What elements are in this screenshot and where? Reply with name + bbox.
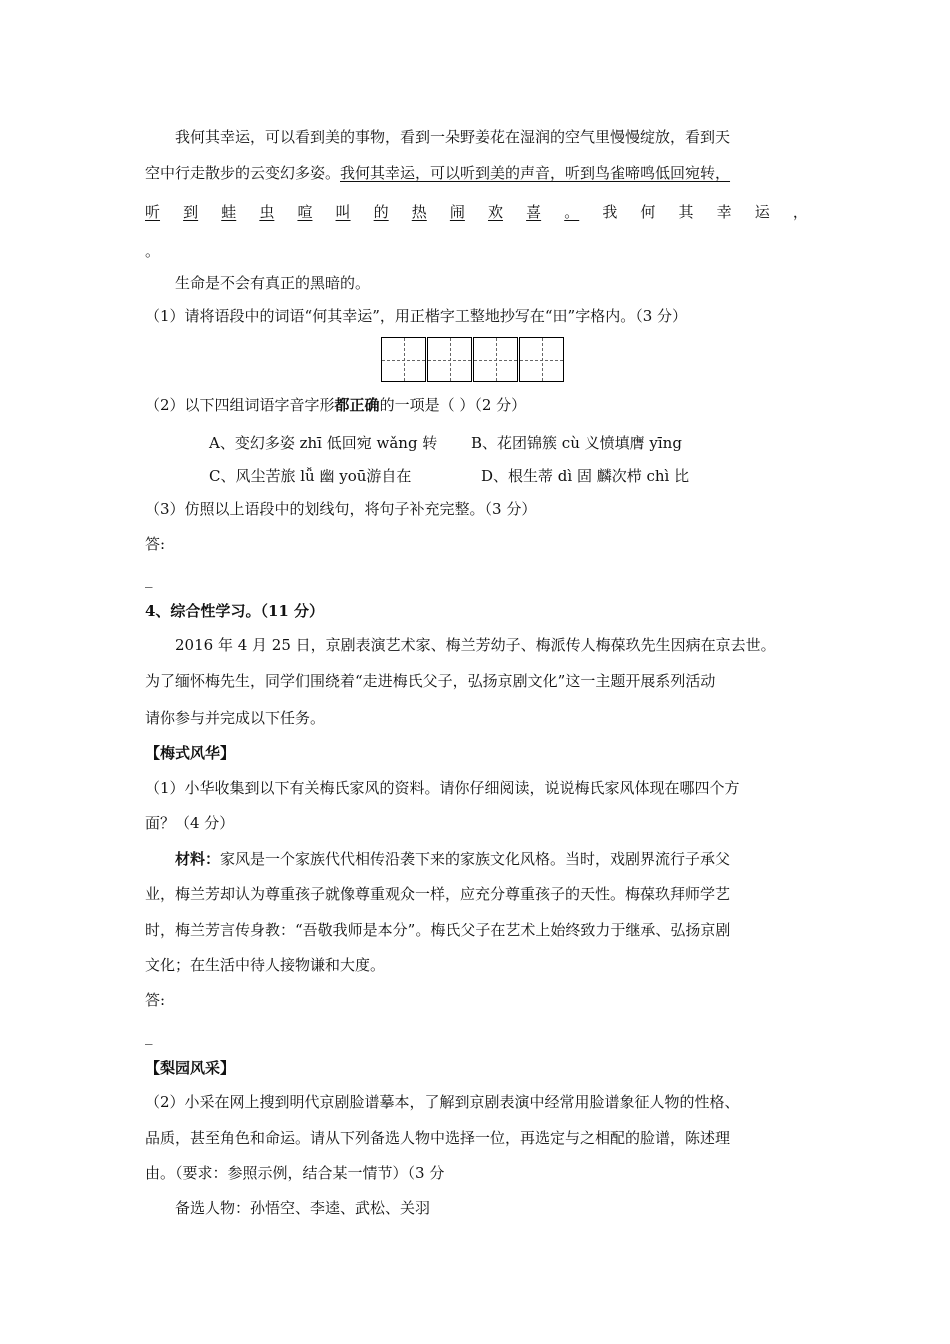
tian-zi-grid[interactable] xyxy=(381,337,565,382)
plain-char: 幸 xyxy=(716,203,732,221)
material-label: 材料： xyxy=(175,850,221,868)
section-4-heading: 4、综合性学习。（11 分） xyxy=(145,602,325,620)
answer-label: 答: xyxy=(145,535,166,553)
tian-cell[interactable] xyxy=(381,337,426,382)
candidate-characters: 备选人物：孙悟空、李逵、武松、关羽 xyxy=(175,1199,431,1217)
passage-line-1: 我何其幸运，可以看到美的事物，看到一朵野姜花在湿润的空气里慢慢绽放，看到天 xyxy=(175,128,731,146)
plain-char: 我 xyxy=(602,203,618,221)
subsection-2-line-2: 品质，甚至角色和命运。请从下列备选人物中选择一位，再选定与之相配的脸谱，陈述理 xyxy=(145,1129,731,1147)
underlined-char: 欢 xyxy=(487,203,503,221)
tian-cell[interactable] xyxy=(427,337,472,382)
answer-line[interactable]: _ xyxy=(145,570,153,588)
material-line-2: 业，梅兰芳却认为尊重孩子就像尊重观众一样，应充分尊重孩子的天性。梅葆玖拜师学艺 xyxy=(145,885,731,903)
subsection-2-line-3: 由。（要求：参照示例，结合某一情节）（3 分 xyxy=(145,1164,445,1182)
material-text: 家风是一个家族代代相传沿袭下来的家族文化风格。当时，戏剧界流行子承父 xyxy=(220,850,731,868)
question-2 xyxy=(145,394,526,416)
option-c[interactable]: C、风尘苦旅 lǚ 幽 yoū游自在 xyxy=(209,467,412,485)
plain-char: ， xyxy=(792,203,808,221)
passage-line-2-plain: 空中行走散步的云变幻多姿。 xyxy=(145,164,341,182)
underlined-char: 蛙 xyxy=(221,203,237,221)
tian-cell[interactable] xyxy=(519,337,564,382)
material-line-4: 文化；在生活中待人接物谦和大度。 xyxy=(145,956,386,974)
underlined-sentence-start: 我何其幸运，可以听到美的声音，听到鸟雀啼鸣低回宛转， xyxy=(340,164,731,182)
option-b[interactable]: B、花团锦簇 cù 义愤填膺 yīng xyxy=(471,434,682,452)
subsection-1-title: 【梅式风华】 xyxy=(145,744,236,762)
underlined-char: 听 xyxy=(145,203,161,221)
section-4-para-2: 为了缅怀梅先生，同学们围绕着“走进梅氏父子，弘扬京剧文化”这一主题开展系列活动 xyxy=(145,672,716,690)
passage-line-4: 。 xyxy=(145,242,161,260)
plain-char: 其 xyxy=(678,203,694,221)
underlined-char: 虫 xyxy=(259,203,275,221)
question-2-suffix: 的一项是（ ）（2 分） xyxy=(379,396,527,414)
material-line-3: 时，梅兰芳言传身教：“吾敬我师是本分”。梅氏父子在艺术上始终致力于继承、弘扬京剧 xyxy=(145,921,731,939)
subsection-1-question: （1）小华收集到以下有关梅氏家风的资料。请你仔细阅读，说说梅氏家风体现在哪四个方 xyxy=(145,779,740,797)
section-4-para-1: 2016 年 4 月 25 日，京剧表演艺术家、梅兰芳幼子、梅派传人梅葆玖先生因病在京去世。 xyxy=(175,636,776,654)
subsection-2-line-1: （2）小采在网上搜到明代京剧脸谱摹本，了解到京剧表演中经常用脸谱象征人物的性格、 xyxy=(145,1093,740,1111)
subsection-2-title: 【梨园风采】 xyxy=(145,1059,236,1077)
underlined-char: 的 xyxy=(373,203,389,221)
passage-line-3 xyxy=(145,201,808,223)
question-2-emphasis: 都正确 xyxy=(334,396,380,414)
passage-line-5: 生命是不会有真正的黑暗的。 xyxy=(175,274,371,292)
underlined-char: 。 xyxy=(564,203,580,221)
underlined-char: 喜 xyxy=(526,203,542,221)
passage-line-2 xyxy=(145,162,730,184)
plain-char: 何 xyxy=(640,203,656,221)
underlined-char: 闹 xyxy=(449,203,465,221)
question-2-prefix: （2）以下四组词语字音字形 xyxy=(145,396,335,414)
answer-label-2: 答: xyxy=(145,991,166,1009)
section-4-para-3: 请你参与并完成以下任务。 xyxy=(145,709,326,727)
underlined-char: 到 xyxy=(183,203,199,221)
underlined-char: 喧 xyxy=(297,203,313,221)
question-1: （1）请将语段中的词语“何其幸运”，用正楷字工整地抄写在“田”字格内。（3 分） xyxy=(145,307,688,325)
material-line-1 xyxy=(175,848,730,870)
option-d[interactable]: D、根生蒂 dì 固 麟次栉 chì 比 xyxy=(481,467,690,485)
tian-cell[interactable] xyxy=(473,337,518,382)
answer-line-2[interactable]: _ xyxy=(145,1027,153,1045)
option-a[interactable]: A、变幻多姿 zhī 低回宛 wǎng 转 xyxy=(209,434,438,452)
subsection-1-question-cont: 面？（4 分） xyxy=(145,814,235,832)
underlined-char: 叫 xyxy=(335,203,351,221)
underlined-char: 热 xyxy=(411,203,427,221)
question-3: （3）仿照以上语段中的划线句，将句子补充完整。（3 分） xyxy=(145,500,537,518)
plain-char: 运 xyxy=(754,203,770,221)
